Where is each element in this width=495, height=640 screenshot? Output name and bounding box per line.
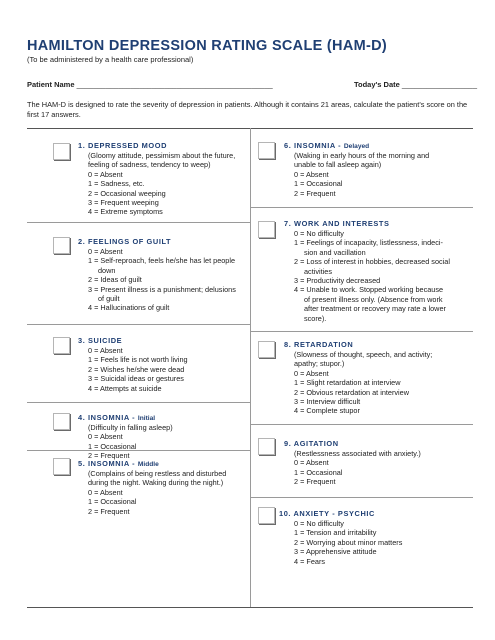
item-line: score).: [304, 313, 327, 323]
item-body-4: [88, 423, 248, 461]
item-line: 1 = Feels life is not worth living: [88, 355, 188, 365]
item-line: during the night. Waking during the night.): [88, 478, 224, 488]
item-line: 1 = Occasional: [88, 497, 137, 507]
item-number: 9.: [284, 439, 292, 448]
patient-name-field[interactable]: [27, 80, 273, 89]
divider: [27, 402, 250, 403]
item-line: 1 = Occasional: [88, 441, 137, 451]
item-line: 3 = Productivity decreased: [294, 276, 381, 286]
item-number: 6.: [284, 141, 292, 150]
item-line: apathy; stupor.): [294, 359, 345, 369]
score-checkbox-10[interactable]: [258, 507, 275, 524]
item-title-text: INSOMNIA -: [88, 413, 138, 422]
item-line: 0 = Absent: [294, 368, 329, 378]
item-line: 1 = Self-reproach, feels he/she has let people: [88, 256, 236, 266]
item-title-5: [78, 459, 159, 468]
item-number: 2.: [78, 237, 86, 246]
item-number: 5.: [78, 459, 86, 468]
item-title-text: INSOMNIA -: [294, 141, 344, 150]
item-line: of guilt: [98, 294, 120, 304]
item-line: 2 = Frequent: [88, 506, 130, 516]
item-line: 1 = Feelings of incapacity, listlessness, indeci-: [294, 238, 443, 248]
item-title-text: RETARDATION: [294, 340, 354, 349]
item-line: 4 = Complete stupor: [294, 406, 360, 416]
item-line: (Gloomy attitude, pessimism about the future,: [88, 151, 236, 160]
item-line: of present illness only. (Absence from work: [304, 294, 443, 304]
item-body-7: [294, 229, 472, 323]
divider: [27, 324, 250, 325]
item-body-1: [88, 151, 248, 217]
item-number: 7.: [284, 219, 292, 228]
item-title-1: [78, 141, 167, 150]
item-line: feeling of sadness, tendency to weep): [88, 160, 211, 170]
item-line: 2 = Obvious retardation at interview: [294, 387, 409, 397]
item-line: 4 = Hallucinations of guilt: [88, 303, 170, 313]
todays-date-label: Today's Date: [353, 80, 400, 89]
intro-paragraph: The HAM-D is designed to rate the severity of depression in patients. Although it contains 21 areas, calculate the patient's score on the first 17 answers.: [27, 100, 468, 119]
item-title-8: [284, 340, 353, 349]
score-checkbox-8[interactable]: [258, 341, 275, 358]
item-body-3: [88, 346, 248, 393]
item-line: 3 = Apprehensive attitude: [294, 547, 377, 557]
item-line: 0 = No difficulty: [294, 229, 344, 238]
item-line: 3 = Frequent weeping: [88, 198, 159, 208]
item-line: after treatment or recovery may rate a lower: [304, 304, 446, 314]
item-line: 0 = Absent: [88, 247, 123, 256]
item-line: 4 = Unable to work. Stopped working because: [294, 285, 444, 295]
score-checkbox-3[interactable]: [53, 337, 70, 354]
item-number: 10.: [279, 509, 292, 518]
item-line: (Difficulty in falling asleep): [88, 423, 173, 432]
item-body-2: [88, 247, 248, 313]
item-line: 1 = Tension and irritability: [294, 528, 377, 538]
divider: [250, 424, 473, 425]
item-title-sub: Delayed: [343, 143, 370, 150]
item-body-6: [294, 151, 472, 198]
item-line: 0 = No difficulty: [294, 519, 344, 528]
item-line: 1 = Slight retardation at interview: [294, 378, 401, 388]
item-title-4: [78, 413, 155, 422]
item-number: 8.: [284, 340, 292, 349]
item-number: 1.: [78, 141, 86, 150]
item-line: 2 = Frequent: [294, 188, 336, 198]
item-line: unable to fall asleep again): [294, 160, 382, 170]
item-body-10: [294, 519, 472, 566]
divider: [250, 207, 473, 208]
todays-date-field[interactable]: [354, 80, 477, 89]
item-title-3: [78, 336, 122, 345]
patient-name-line[interactable]: _______________________________________________: [76, 80, 273, 89]
item-line: 2 = Ideas of guilt: [88, 275, 142, 285]
divider: [27, 222, 250, 223]
page-title: HAMILTON DEPRESSION RATING SCALE (HAM-D): [27, 38, 387, 54]
item-line: down: [98, 265, 116, 275]
item-line: sion and vacillation: [304, 247, 366, 257]
item-line: 2 = Frequent: [88, 451, 130, 461]
item-line: 2 = Loss of interest in hobbies, decreased social: [294, 257, 450, 267]
item-title-sub: Initial: [137, 415, 156, 422]
item-line: activities: [304, 266, 332, 276]
divider: [250, 331, 473, 332]
item-title-text: FEELINGS OF GUILT: [88, 237, 172, 246]
item-title-text: WORK AND INTERESTS: [294, 219, 390, 228]
score-checkbox-9[interactable]: [258, 438, 275, 455]
item-title-sub: Middle: [137, 461, 159, 468]
column-divider: [250, 128, 251, 607]
item-line: 4 = Fears: [294, 556, 326, 566]
item-line: (Restlessness associated with anxiety.): [294, 449, 421, 458]
item-body-8: [294, 350, 472, 416]
item-line: 2 = Occasional weeping: [88, 188, 166, 198]
item-number: 3.: [78, 336, 86, 345]
score-checkbox-5[interactable]: [53, 458, 70, 475]
score-checkbox-4[interactable]: [53, 413, 70, 430]
item-line: 3 = Suicidal ideas or gestures: [88, 374, 184, 384]
item-title-text: ANXIETY - PSYCHIC: [293, 509, 375, 518]
item-line: (Complains of being restless and disturbed: [88, 469, 227, 478]
bottom-rule: [27, 607, 473, 608]
item-line: (Slowness of thought, speech, and activity;: [294, 350, 433, 359]
item-line: 0 = Absent: [294, 169, 329, 179]
page-subtitle: (To be administered by a health care professional): [27, 55, 194, 64]
item-line: 2 = Wishes he/she were dead: [88, 364, 185, 374]
score-checkbox-6[interactable]: [258, 142, 275, 159]
score-checkbox-1[interactable]: [53, 143, 70, 160]
item-line: 4 = Attempts at suicide: [88, 383, 162, 393]
score-checkbox-7[interactable]: [258, 221, 275, 238]
item-line: 2 = Worrying about minor matters: [294, 537, 403, 547]
item-line: 0 = Absent: [88, 346, 123, 355]
todays-date-line[interactable]: __________________: [401, 80, 477, 89]
item-line: 4 = Extreme symptoms: [88, 207, 163, 217]
item-line: 1 = Occasional: [294, 179, 343, 189]
item-line: 0 = Absent: [88, 487, 123, 497]
item-title-text: DEPRESSED MOOD: [88, 141, 168, 150]
item-line: 3 = Interview difficult: [294, 397, 361, 407]
item-line: 0 = Absent: [88, 432, 123, 442]
item-title-10: [279, 509, 375, 518]
item-line: 2 = Frequent: [294, 477, 336, 487]
item-line: 0 = Absent: [294, 458, 329, 468]
item-title-2: [78, 237, 171, 246]
item-title-9: [284, 439, 339, 448]
item-line: 1 = Occasional: [294, 467, 343, 477]
item-number: 4.: [78, 413, 86, 422]
item-line: (Waking in early hours of the morning and: [294, 151, 430, 160]
patient-info-row: [27, 80, 477, 89]
score-checkbox-2[interactable]: [53, 237, 70, 254]
item-body-5: [88, 469, 248, 516]
item-title-6: [284, 141, 369, 150]
item-title-7: [284, 219, 390, 228]
item-line: 0 = Absent: [88, 169, 123, 179]
item-body-9: [294, 449, 472, 487]
item-title-text: INSOMNIA -: [88, 459, 138, 468]
divider: [250, 497, 473, 498]
item-line: 1 = Sadness, etc.: [88, 179, 145, 189]
item-title-text: SUICIDE: [88, 336, 123, 345]
item-line: 3 = Present illness is a punishment; delusions: [88, 284, 236, 294]
item-title-text: AGITATION: [293, 439, 339, 448]
patient-name-label: Patient Name: [27, 80, 75, 89]
